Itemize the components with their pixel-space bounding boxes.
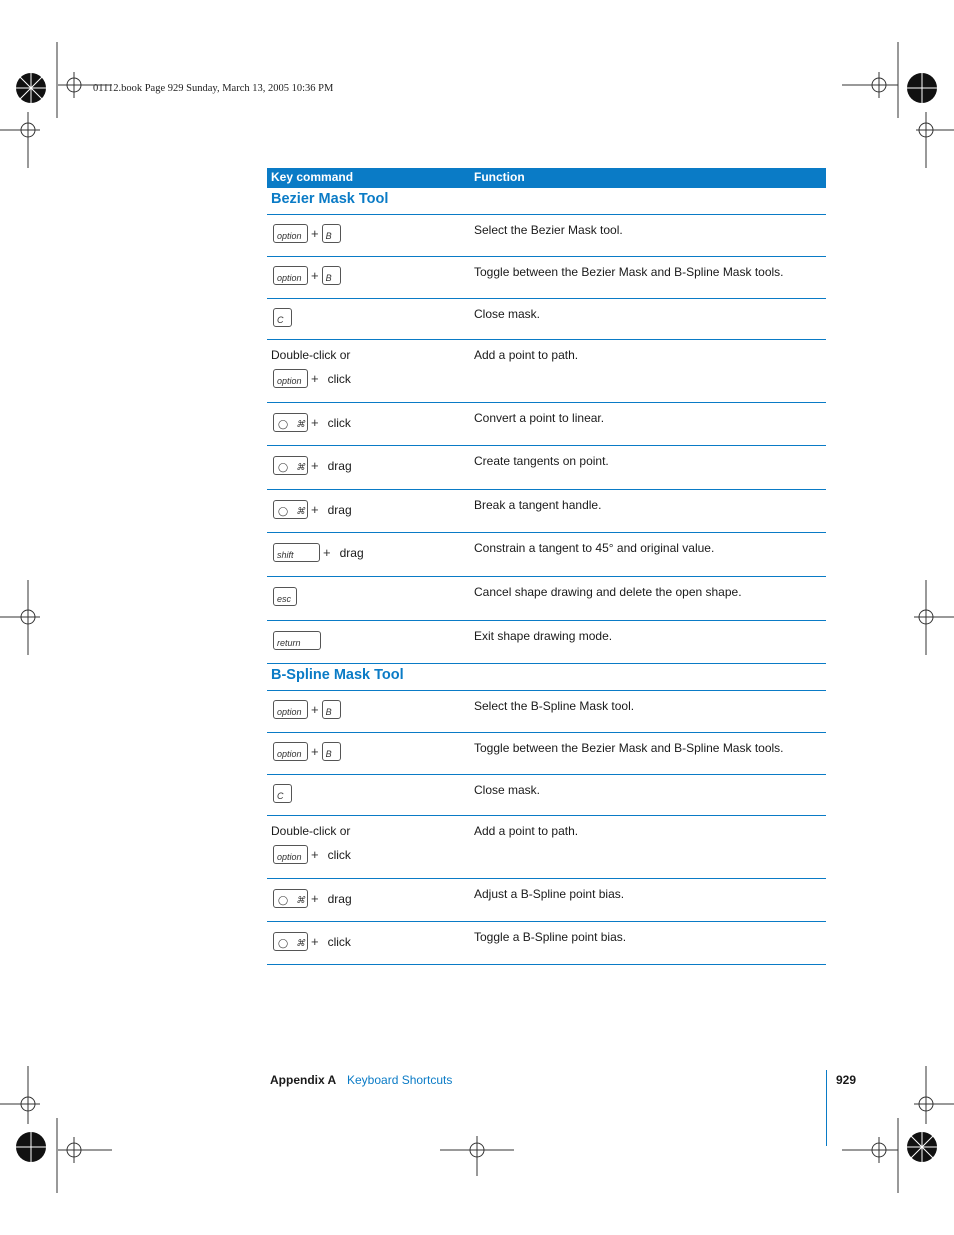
apple-icon: ◯ [278, 895, 289, 905]
function-text: Add a point to path. [474, 348, 579, 362]
plus-icon: + [311, 934, 319, 949]
option-key: option [273, 742, 308, 761]
function-text: Exit shape drawing mode. [474, 629, 613, 643]
plus-icon: + [311, 502, 319, 517]
pretext: Double-click or [271, 824, 351, 838]
function-text: Constrain a tangent to 45° and original value. [474, 541, 715, 555]
function-text: Create tangents on point. [474, 454, 609, 468]
function-text: Add a point to path. [474, 824, 579, 838]
shift-key: shift [273, 543, 320, 562]
plus-icon: + [311, 226, 319, 241]
apple-icon: ◯ [278, 938, 289, 948]
return-key: return [273, 631, 321, 650]
apple-icon: ◯ [278, 462, 289, 472]
plus-icon: + [323, 545, 331, 560]
command-key: ◯ ⌘ [273, 932, 308, 951]
footer-chapter-title: Keyboard Shortcuts [347, 1073, 453, 1087]
plus-icon: + [311, 744, 319, 759]
action-word: drag [327, 458, 352, 473]
plus-icon: + [311, 847, 319, 862]
plus-icon: + [311, 415, 319, 430]
function-text: Break a tangent handle. [474, 498, 602, 512]
command-key: ◯ ⌘ [273, 413, 308, 432]
function-text: Select the Bezier Mask tool. [474, 223, 623, 237]
action-word: click [327, 415, 351, 430]
section-title: B-Spline Mask Tool [271, 667, 404, 683]
letter-key: B [322, 742, 341, 761]
option-key: option [273, 224, 308, 243]
function-text: Convert a point to linear. [474, 411, 605, 425]
header-key-command: Key command [271, 170, 354, 184]
function-text: Adjust a B-Spline point bias. [474, 887, 625, 901]
action-word: click [327, 847, 351, 862]
plus-icon: + [311, 268, 319, 283]
plus-icon: + [311, 371, 319, 386]
plus-icon: + [311, 891, 319, 906]
apple-icon: ◯ [278, 506, 289, 516]
action-word: click [327, 371, 351, 386]
plus-icon: + [311, 702, 319, 717]
function-text: Toggle a B-Spline point bias. [474, 930, 627, 944]
function-text: Toggle between the Bezier Mask and B-Spline Mask tools. [474, 741, 784, 755]
letter-key: B [322, 266, 341, 285]
esc-key: esc [273, 587, 297, 606]
action-word: drag [327, 891, 352, 906]
action-word: click [327, 934, 351, 949]
letter-key: C [273, 784, 292, 803]
header-function: Function [474, 170, 525, 184]
function-text: Close mask. [474, 783, 541, 797]
option-key: option [273, 700, 308, 719]
letter-key: B [322, 224, 341, 243]
function-text: Select the B-Spline Mask tool. [474, 699, 635, 713]
letter-key: B [322, 700, 341, 719]
footer-appendix: Appendix A [270, 1073, 337, 1087]
command-key: ◯ ⌘ [273, 456, 308, 475]
function-text: Close mask. [474, 307, 541, 321]
apple-icon: ◯ [278, 419, 289, 429]
option-key: option [273, 845, 308, 864]
section-title: Bezier Mask Tool [271, 191, 389, 207]
action-word: drag [339, 545, 364, 560]
function-text: Toggle between the Bezier Mask and B-Spline Mask tools. [474, 265, 784, 279]
page-number: 929 [836, 1073, 857, 1087]
letter-key: C [273, 308, 292, 327]
option-key: option [273, 266, 308, 285]
command-key: ◯ ⌘ [273, 500, 308, 519]
action-word: drag [327, 502, 352, 517]
plus-icon: + [311, 458, 319, 473]
print-slug: 01112.book Page 929 Sunday, March 13, 2005 10:36 PM [93, 83, 334, 94]
pretext: Double-click or [271, 348, 351, 362]
option-key: option [273, 369, 308, 388]
command-key: ◯ ⌘ [273, 889, 308, 908]
function-text: Cancel shape drawing and delete the open shape. [474, 585, 742, 599]
